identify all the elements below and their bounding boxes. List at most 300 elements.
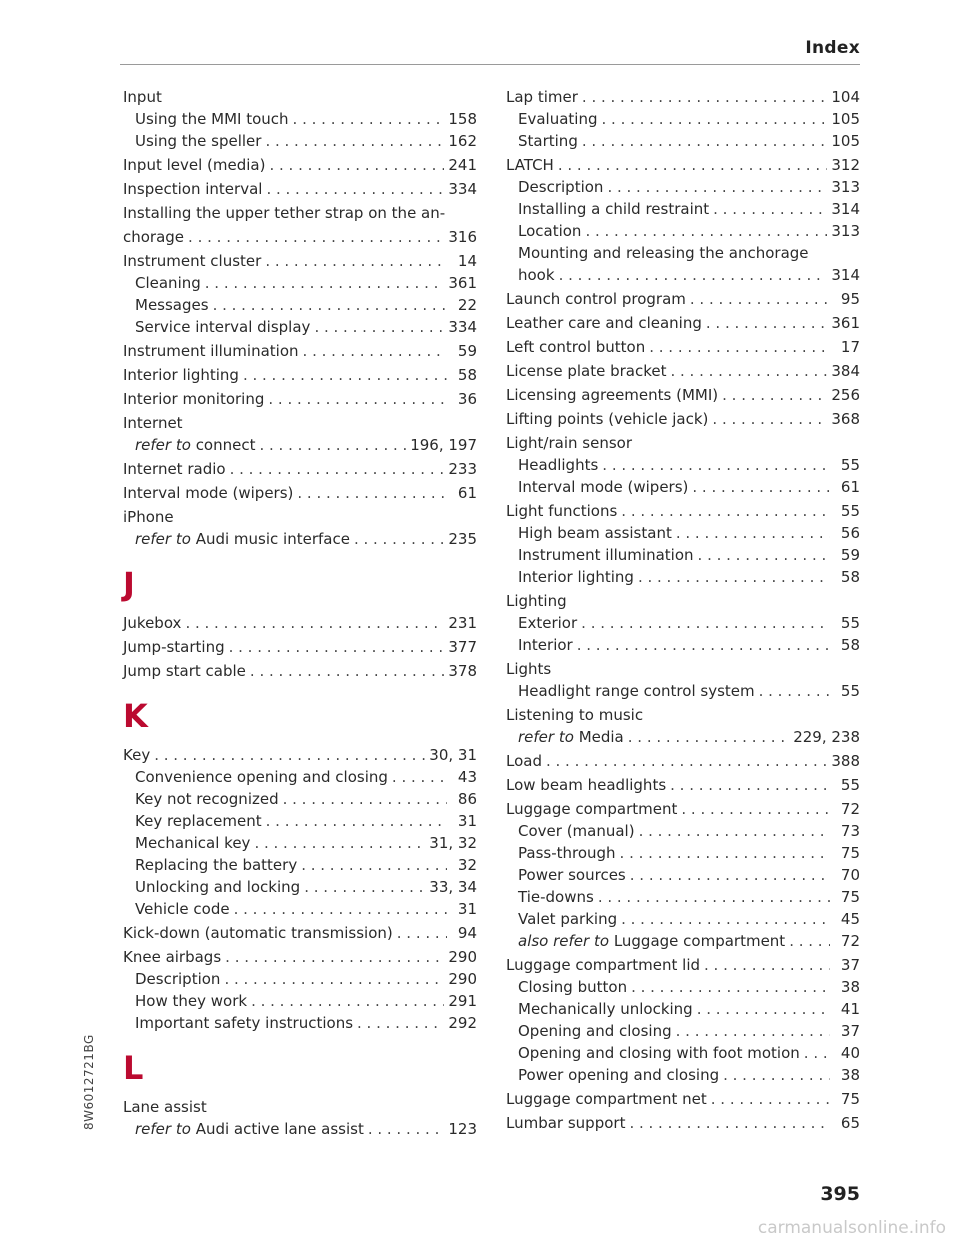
- index-entry-label: Convenience opening and closing: [135, 768, 388, 786]
- index-entry-label: Lighting: [506, 592, 567, 610]
- index-page-reference: 72: [840, 800, 860, 818]
- index-entry-label: Evaluating: [518, 110, 598, 128]
- index-entry-label: Lane assist: [123, 1098, 207, 1116]
- index-entry-label: How they work: [135, 992, 248, 1010]
- index-entry-label: Knee airbags: [123, 948, 222, 966]
- index-entry: [506, 954, 860, 976]
- index-entry-label: Interior lighting: [518, 568, 634, 586]
- dot-leader: [251, 990, 444, 1012]
- index-page-reference: 158: [448, 110, 477, 128]
- dot-leader: [297, 482, 447, 504]
- index-page-reference: 36: [457, 390, 477, 408]
- index-entry-label: Internet radio: [123, 460, 226, 478]
- dot-leader: [243, 364, 447, 386]
- index-page-reference: 55: [840, 682, 860, 700]
- index-subentry: [123, 130, 477, 152]
- index-entry: [506, 500, 860, 522]
- dot-leader: [268, 388, 447, 410]
- index-page-reference: 33, 34: [429, 878, 477, 896]
- index-entry-label: Audi active lane assist: [195, 1120, 364, 1138]
- index-entry: [123, 202, 477, 224]
- index-subentry: [506, 566, 860, 588]
- index-subentry: [506, 198, 860, 220]
- index-subentry: [123, 810, 477, 832]
- index-entry: [123, 482, 477, 504]
- index-subentry: [506, 1042, 860, 1064]
- index-subentry: [506, 176, 860, 198]
- index-entry-label: Licensing agreements (MMI): [506, 386, 719, 404]
- index-subentry: [123, 316, 477, 338]
- index-entry-label: Cover (manual): [518, 822, 635, 840]
- index-page-reference: 162: [448, 132, 477, 150]
- dot-leader: [368, 1118, 445, 1140]
- index-page-reference: 70: [840, 866, 860, 884]
- index-entry-label: Installing a child restraint: [518, 200, 710, 218]
- index-page-reference: 37: [840, 1022, 860, 1040]
- index-entry-label: Kick-down (automatic transmission): [123, 924, 393, 942]
- index-page-reference: 291: [448, 992, 477, 1010]
- index-page-reference: 231: [448, 614, 477, 632]
- index-entry: [123, 1096, 477, 1118]
- dot-leader: [698, 544, 830, 566]
- index-entry-label: Installing the upper tether strap on the an-: [123, 204, 446, 222]
- index-entry: [506, 154, 860, 176]
- index-page-reference: 43: [457, 768, 477, 786]
- index-entry-label: Mechanical key: [135, 834, 251, 852]
- index-entry-label: Replacing the battery: [135, 856, 298, 874]
- index-page-reference: 31: [457, 812, 477, 830]
- dot-leader: [559, 264, 828, 286]
- index-entry-label: Media: [578, 728, 624, 746]
- index-entry-label: LATCH: [506, 156, 554, 174]
- index-entry-label: Description: [135, 970, 221, 988]
- dot-leader: [681, 798, 830, 820]
- dot-leader: [546, 750, 827, 772]
- index-entry: [123, 412, 477, 434]
- index-entry-label: Using the MMI touch: [135, 110, 289, 128]
- index-entry-label: Headlights: [518, 456, 599, 474]
- index-subentry: [506, 998, 860, 1020]
- index-entry-label: Key not recognized: [135, 790, 279, 808]
- index-entry-label: Input level (media): [123, 156, 266, 174]
- dot-leader: [670, 774, 830, 796]
- index-subentry: [506, 908, 860, 930]
- index-page-reference: 95: [840, 290, 860, 308]
- dot-leader: [188, 226, 444, 248]
- index-entry-label: Valet parking: [518, 910, 618, 928]
- dot-leader: [712, 408, 827, 430]
- index-page-reference: 290: [448, 948, 477, 966]
- index-entry-label: Interior lighting: [123, 366, 239, 384]
- index-subentry: [506, 454, 860, 476]
- dot-leader: [283, 788, 447, 810]
- dot-leader: [224, 968, 444, 990]
- index-subentry: [123, 788, 477, 810]
- index-page-reference: 378: [448, 662, 477, 680]
- index-entry: [506, 360, 860, 382]
- index-subentry: [506, 680, 860, 702]
- dot-leader: [789, 930, 830, 952]
- dot-leader: [704, 954, 830, 976]
- dot-leader: [265, 250, 447, 272]
- index-subentry: [506, 842, 860, 864]
- dot-leader: [581, 612, 830, 634]
- index-entry-label: Input: [123, 88, 162, 106]
- index-subentry: [506, 220, 860, 242]
- index-letter-heading: K: [123, 697, 148, 735]
- index-page-reference: 75: [840, 888, 860, 906]
- index-entry-label: Lap timer: [506, 88, 578, 106]
- index-entry-label: Instrument illumination: [123, 342, 299, 360]
- index-entry: [123, 340, 477, 362]
- dot-leader: [713, 198, 827, 220]
- dot-leader: [649, 336, 830, 358]
- index-entry: [506, 704, 860, 726]
- index-subentry: [506, 264, 860, 286]
- index-subentry: [506, 726, 860, 748]
- index-entry-label: iPhone: [123, 508, 174, 526]
- index-subentry: [506, 476, 860, 498]
- index-page-reference: 104: [831, 88, 860, 106]
- index-subentry: [123, 108, 477, 130]
- index-page-reference: 105: [831, 132, 860, 150]
- index-entry: [123, 226, 477, 248]
- index-entry-label: Instrument cluster: [123, 252, 262, 270]
- index-entry-label: Luggage compartment net: [506, 1090, 707, 1108]
- index-page-reference: 38: [840, 1066, 860, 1084]
- index-entry: [506, 1112, 860, 1134]
- dot-leader: [558, 154, 828, 176]
- index-entry-label: chorage: [123, 228, 185, 246]
- index-page-reference: 368: [831, 410, 860, 428]
- index-page-reference: 105: [831, 110, 860, 128]
- index-subentry: [506, 108, 860, 130]
- index-entry: [506, 432, 860, 454]
- index-page-reference: 377: [448, 638, 477, 656]
- index-page-reference: 75: [840, 844, 860, 862]
- dot-leader: [804, 1042, 830, 1064]
- index-page-reference: 75: [840, 1090, 860, 1108]
- index-page-reference: 14: [457, 252, 477, 270]
- index-page-reference: 72: [840, 932, 860, 950]
- index-entry-label: Key replacement: [135, 812, 262, 830]
- dot-leader: [620, 842, 830, 864]
- dot-leader: [304, 876, 425, 898]
- index-page-reference: 58: [840, 568, 860, 586]
- dot-leader: [205, 272, 445, 294]
- index-page-reference: 32: [457, 856, 477, 874]
- index-page-reference: 312: [831, 156, 860, 174]
- index-subentry: [506, 1020, 860, 1042]
- index-entry: [506, 750, 860, 772]
- index-page-reference: 22: [457, 296, 477, 314]
- dot-leader: [230, 458, 445, 480]
- index-entry: [506, 288, 860, 310]
- index-page-reference: 314: [831, 266, 860, 284]
- index-entry: [123, 154, 477, 176]
- dot-leader: [759, 680, 830, 702]
- index-page-reference: 292: [448, 1014, 477, 1032]
- dot-leader: [585, 220, 827, 242]
- dot-leader: [301, 854, 447, 876]
- index-entry-label: Power sources: [518, 866, 626, 884]
- index-subentry: [123, 294, 477, 316]
- dot-leader: [621, 500, 830, 522]
- dot-leader: [354, 528, 444, 550]
- index-entry: [123, 612, 477, 634]
- index-entry-label: Headlight range control system: [518, 682, 755, 700]
- dot-leader: [697, 998, 830, 1020]
- index-entry-label: Description: [518, 178, 604, 196]
- index-entry: [506, 798, 860, 820]
- index-page-reference: 316: [448, 228, 477, 246]
- index-page-reference: 17: [840, 338, 860, 356]
- dot-leader: [266, 810, 447, 832]
- index-subentry: [506, 976, 860, 998]
- index-page-reference: 334: [448, 318, 477, 336]
- index-entry-label: Using the speller: [135, 132, 262, 150]
- cross-reference-prefix: refer to: [135, 1120, 191, 1138]
- document-code: 8W6012721BG: [82, 1034, 96, 1130]
- index-subentry: [506, 612, 860, 634]
- index-page-reference: 388: [831, 752, 860, 770]
- index-entry-label: Inspection interval: [123, 180, 263, 198]
- index-page-reference: 123: [448, 1120, 477, 1138]
- index-entry-label: Pass-through: [518, 844, 616, 862]
- index-entry: [123, 946, 477, 968]
- index-entry-label: Location: [518, 222, 582, 240]
- index-entry: [123, 364, 477, 386]
- index-page-reference: 55: [840, 502, 860, 520]
- page-title: Index: [805, 38, 860, 58]
- index-entry-label: Opening and closing: [518, 1022, 672, 1040]
- index-entry: [123, 86, 477, 108]
- index-subentry: [506, 1064, 860, 1086]
- index-page-reference: 56: [840, 524, 860, 542]
- dot-leader: [234, 898, 447, 920]
- index-page-reference: 235: [448, 530, 477, 548]
- dot-leader: [250, 660, 444, 682]
- index-subentry: [506, 242, 860, 264]
- index-entry-label: Mounting and releasing the anchorage: [518, 244, 809, 262]
- index-page-reference: 45: [840, 910, 860, 928]
- index-entry: [123, 660, 477, 682]
- index-entry-label: Tie-downs: [518, 888, 594, 906]
- index-subentry: [506, 634, 860, 656]
- index-subentry: [123, 898, 477, 920]
- index-page-reference: 41: [840, 1000, 860, 1018]
- index-entry: [506, 408, 860, 430]
- index-letter-heading: J: [123, 565, 135, 603]
- index-page-reference: 313: [831, 178, 860, 196]
- index-entry-label: Unlocking and locking: [135, 878, 301, 896]
- index-entry: [506, 590, 860, 612]
- index-entry: [123, 744, 477, 766]
- index-page-reference: 73: [840, 822, 860, 840]
- index-column-left: [123, 84, 477, 1140]
- index-entry: [123, 388, 477, 410]
- index-entry: [123, 178, 477, 200]
- index-subentry: [123, 272, 477, 294]
- index-page-reference: 59: [840, 546, 860, 564]
- index-subentry: [506, 544, 860, 566]
- index-entry-label: hook: [518, 266, 555, 284]
- index-subentry: [506, 886, 860, 908]
- index-entry: [506, 384, 860, 406]
- dot-leader: [670, 360, 827, 382]
- dot-leader: [629, 1112, 830, 1134]
- index-page-reference: 361: [448, 274, 477, 292]
- index-entry-label: Internet: [123, 414, 183, 432]
- dot-leader: [229, 636, 445, 658]
- index-entry-label: Exterior: [518, 614, 578, 632]
- dot-leader: [266, 178, 444, 200]
- index-entry: [506, 1088, 860, 1110]
- index-entry-label: Leather care and cleaning: [506, 314, 702, 332]
- index-entry: [123, 922, 477, 944]
- dot-leader: [690, 288, 830, 310]
- index-page-reference: 334: [448, 180, 477, 198]
- index-entry-label: Messages: [135, 296, 209, 314]
- index-entry-label: Audi music interface: [195, 530, 350, 548]
- dot-leader: [639, 820, 830, 842]
- index-entry: [506, 336, 860, 358]
- dot-leader: [357, 1012, 444, 1034]
- dot-leader: [602, 108, 828, 130]
- index-entry: [506, 658, 860, 680]
- watermark: carmanualsonline.info: [757, 1218, 946, 1238]
- dot-leader: [638, 566, 830, 588]
- dot-leader: [213, 294, 447, 316]
- index-page-reference: 40: [840, 1044, 860, 1062]
- index-page-reference: 61: [457, 484, 477, 502]
- cross-reference-prefix: refer to: [518, 728, 574, 746]
- dot-leader: [269, 154, 444, 176]
- index-entry-label: Key: [123, 746, 151, 764]
- index-entry-label: Left control button: [506, 338, 646, 356]
- page-number: 395: [820, 1183, 860, 1205]
- cross-reference-prefix: refer to: [135, 530, 191, 548]
- index-subentry: [123, 1118, 477, 1140]
- dot-leader: [723, 1064, 830, 1086]
- dot-leader: [631, 976, 830, 998]
- index-page-reference: 37: [840, 956, 860, 974]
- dot-leader: [711, 1088, 830, 1110]
- index-page-reference: 314: [831, 200, 860, 218]
- index-entry-label: License plate bracket: [506, 362, 667, 380]
- index-entry-label: Light/rain sensor: [506, 434, 632, 452]
- index-subentry: [123, 1012, 477, 1034]
- index-page-reference: 256: [831, 386, 860, 404]
- dot-leader: [722, 384, 827, 406]
- dot-leader: [706, 312, 827, 334]
- index-subentry: [506, 130, 860, 152]
- dot-leader: [582, 86, 827, 108]
- index-subentry: [123, 854, 477, 876]
- index-page-reference: 55: [840, 456, 860, 474]
- index-page-reference: 384: [831, 362, 860, 380]
- index-entry-label: Important safety instructions: [135, 1014, 354, 1032]
- index-letter-heading: L: [123, 1049, 144, 1087]
- index-entry-label: Jump-starting: [123, 638, 225, 656]
- index-subentry: [123, 876, 477, 898]
- index-entry-label: Lifting points (vehicle jack): [506, 410, 709, 428]
- dot-leader: [392, 766, 447, 788]
- index-entry: [123, 250, 477, 272]
- index-subentry: [123, 968, 477, 990]
- index-subentry: [506, 930, 860, 952]
- index-entry-label: Jukebox: [123, 614, 182, 632]
- index-entry-label: Luggage compartment: [506, 800, 678, 818]
- cross-reference-prefix: also refer to: [518, 932, 610, 950]
- index-page-reference: 31, 32: [429, 834, 477, 852]
- dot-leader: [621, 908, 830, 930]
- index-entry-label: Vehicle code: [135, 900, 230, 918]
- index-entry-label: Mechanically unlocking: [518, 1000, 693, 1018]
- index-page-reference: 55: [840, 614, 860, 632]
- dot-leader: [692, 476, 830, 498]
- dot-leader: [225, 946, 444, 968]
- dot-leader: [630, 864, 830, 886]
- index-subentry: [123, 434, 477, 456]
- index-page-reference: 59: [457, 342, 477, 360]
- dot-leader: [314, 316, 444, 338]
- dot-leader: [293, 108, 445, 130]
- index-entry-label: Power opening and closing: [518, 1066, 720, 1084]
- dot-leader: [254, 832, 425, 854]
- dot-leader: [628, 726, 789, 748]
- index-entry-label: Starting: [518, 132, 578, 150]
- index-entry-label: Interior monitoring: [123, 390, 265, 408]
- index-entry: [123, 506, 477, 528]
- index-page-reference: 94: [457, 924, 477, 942]
- index-column-right: [506, 84, 860, 1134]
- index-page-reference: 313: [831, 222, 860, 240]
- index-entry-label: Luggage compartment lid: [506, 956, 701, 974]
- index-entry-label: connect: [195, 436, 256, 454]
- index-page-reference: 58: [457, 366, 477, 384]
- index-entry-label: Interval mode (wipers): [123, 484, 294, 502]
- index-entry: [123, 458, 477, 480]
- dot-leader: [265, 130, 444, 152]
- index-page-reference: 55: [840, 776, 860, 794]
- index-page-reference: 31: [457, 900, 477, 918]
- index-subentry: [506, 864, 860, 886]
- index-subentry: [123, 990, 477, 1012]
- index-page-reference: 290: [448, 970, 477, 988]
- index-page-reference: 58: [840, 636, 860, 654]
- dot-leader: [185, 612, 444, 634]
- dot-leader: [598, 886, 830, 908]
- index-entry-label: Interval mode (wipers): [518, 478, 689, 496]
- index-page-reference: 196, 197: [410, 436, 477, 454]
- index-entry: [506, 312, 860, 334]
- index-entry-label: Lumbar support: [506, 1114, 626, 1132]
- index-entry-label: High beam assistant: [518, 524, 672, 542]
- index-entry: [506, 774, 860, 796]
- index-entry-label: Listening to music: [506, 706, 644, 724]
- index-page-reference: 229, 238: [793, 728, 860, 746]
- cross-reference-prefix: refer to: [135, 436, 191, 454]
- dot-leader: [259, 434, 406, 456]
- index-subentry: [123, 528, 477, 550]
- dot-leader: [607, 176, 827, 198]
- dot-leader: [582, 130, 828, 152]
- dot-leader: [154, 744, 425, 766]
- dot-leader: [602, 454, 830, 476]
- index-entry-label: Cleaning: [135, 274, 201, 292]
- index-entry-label: Lights: [506, 660, 552, 678]
